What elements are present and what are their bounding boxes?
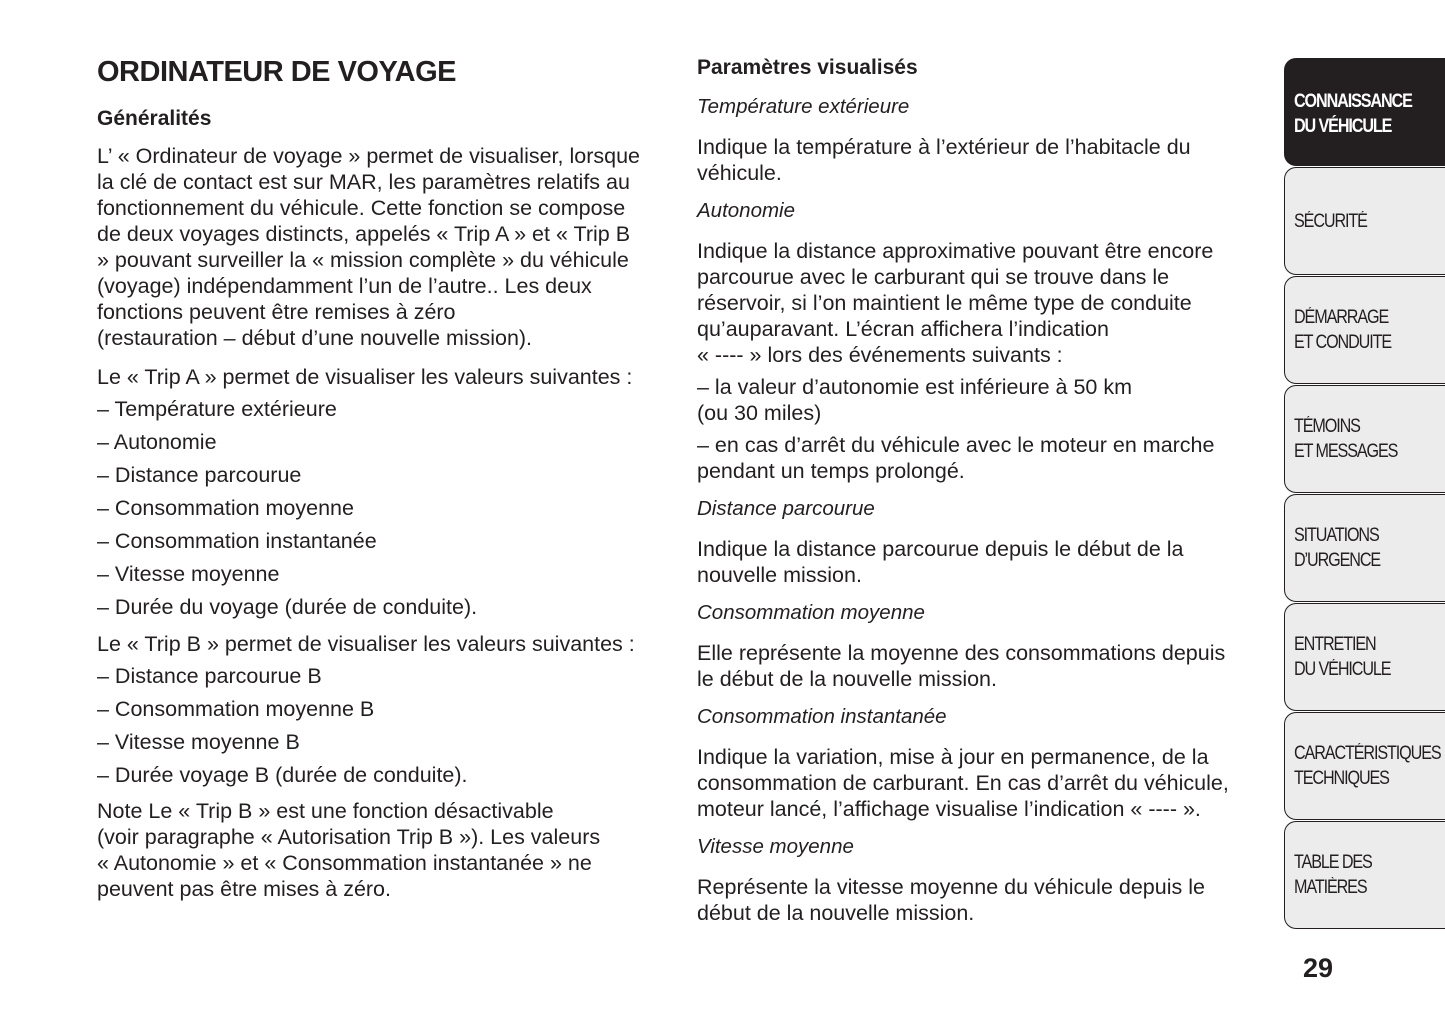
chapter-tab[interactable] xyxy=(1284,603,1445,711)
parameter-heading: Vitesse moyenne xyxy=(697,835,854,858)
parameter-description xyxy=(697,874,1267,926)
chapter-tab[interactable] xyxy=(1284,385,1445,493)
text-line: la clé de contact est sur MAR, les paramètres relatifs au xyxy=(97,170,630,194)
text-line: (ou 30 miles) xyxy=(697,401,822,425)
list-item: – Distance parcourue B xyxy=(97,664,322,688)
chapter-tab-label: ET CONDUITE xyxy=(1294,332,1392,353)
chapter-tab-label: ENTRETIEN xyxy=(1294,634,1376,655)
chapter-tab-label: TECHNIQUES xyxy=(1294,768,1389,789)
text-line: le début de la nouvelle mission. xyxy=(697,667,997,691)
text-line: Indique la distance parcourue depuis le début de la xyxy=(697,537,1184,561)
chapter-tab-label: CONNAISSANCE xyxy=(1294,91,1412,112)
chapter-tab-label: SITUATIONS xyxy=(1294,525,1379,546)
list-item: – Autonomie xyxy=(97,430,217,454)
list-item: – Vitesse moyenne xyxy=(97,562,280,586)
text-line: réservoir, si l’on maintient le même type de conduite xyxy=(697,291,1192,315)
parameter-description xyxy=(697,536,1267,588)
text-line: fonctions peuvent être remises à zéro xyxy=(97,300,456,324)
chapter-tab-label: CARACTÉRISTIQUES xyxy=(1294,743,1441,764)
chapter-tab-label: SÉCURITÉ xyxy=(1294,210,1367,232)
text-line: peuvent pas être mises à zéro. xyxy=(97,877,391,901)
text-line: – en cas d’arrêt du véhicule avec le moteur en marche xyxy=(697,433,1215,457)
parameter-heading: Autonomie xyxy=(697,199,796,222)
parameter-bullet xyxy=(697,432,1267,484)
trip-b-intro: Le « Trip B » permet de visualiser les valeurs suivantes : xyxy=(97,632,635,656)
chapter-tab[interactable] xyxy=(1284,276,1445,384)
chapter-tab-label: TÉMOINS xyxy=(1294,416,1360,437)
text-line: « ---- » lors des événements suivants : xyxy=(697,343,1063,367)
parameter-description xyxy=(697,640,1267,692)
chapter-tab[interactable] xyxy=(1284,821,1445,929)
chapter-tab-label: TABLE DES xyxy=(1294,852,1372,873)
list-item: – Durée voyage B (durée de conduite). xyxy=(97,763,468,787)
note-paragraph xyxy=(97,798,672,902)
text-line: » pouvant surveiller la « mission complète » du véhicule xyxy=(97,248,629,272)
list-item: – Consommation moyenne B xyxy=(97,697,375,721)
text-line: Elle représente la moyenne des consommations depuis xyxy=(697,641,1226,665)
parameter-heading: Température extérieure xyxy=(697,95,910,118)
text-line: début de la nouvelle mission. xyxy=(697,901,975,925)
page-number: 29 xyxy=(1303,953,1334,983)
chapter-tab-label: DÉMARRAGE xyxy=(1294,307,1389,328)
chapter-tab[interactable] xyxy=(1284,58,1445,166)
parameter-description xyxy=(697,134,1267,186)
chapter-tab[interactable] xyxy=(1284,712,1445,820)
chapter-tab-label: DU VÉHICULE xyxy=(1294,659,1391,680)
chapter-tab[interactable] xyxy=(1284,494,1445,602)
section-heading-generalites: Généralités xyxy=(97,107,212,130)
trip-a-intro: Le « Trip A » permet de visualiser les valeurs suivantes : xyxy=(97,365,633,389)
trip-a-list xyxy=(97,393,672,624)
text-line: fonctionnement du véhicule. Cette fonction se compose xyxy=(97,196,626,220)
parameter-sections xyxy=(697,94,1267,926)
text-line: « Autonomie » et « Consommation instantanée » ne xyxy=(97,851,592,875)
parameter-bullet xyxy=(697,374,1267,426)
text-line: Note Le « Trip B » est une fonction désactivable xyxy=(97,799,554,823)
text-line: – la valeur d’autonomie est inférieure à 50 km xyxy=(697,375,1133,399)
parameter-heading: Distance parcourue xyxy=(697,497,875,520)
list-item: – Distance parcourue xyxy=(97,463,302,487)
parameter-description xyxy=(697,744,1267,822)
text-line: consommation de carburant. En cas d’arrêt du véhicule, xyxy=(697,771,1229,795)
text-line: Indique la température à l’extérieur de l’habitacle du xyxy=(697,135,1191,159)
list-item: – Durée du voyage (durée de conduite). xyxy=(97,595,478,619)
chapter-tab-label: ET MESSAGES xyxy=(1294,441,1398,462)
text-line: nouvelle mission. xyxy=(697,563,862,587)
text-line: (restauration – début d’une nouvelle mission). xyxy=(97,326,533,350)
chapter-tab-label: MATIÈRES xyxy=(1294,877,1367,898)
text-line: qu’auparavant. L’écran affichera l’indication xyxy=(697,317,1109,341)
chapter-tab-label: D’URGENCE xyxy=(1294,550,1381,571)
trip-b-list xyxy=(97,660,672,792)
chapter-tabs xyxy=(1284,58,1445,930)
text-line: moteur lancé, l’affichage visualise l’indication « ---- ». xyxy=(697,797,1201,821)
parameter-heading: Consommation moyenne xyxy=(697,601,925,624)
text-line: parcourue avec le carburant qui se trouve dans le xyxy=(697,265,1170,289)
text-line: de deux voyages distincts, appelés « Trip A » et « Trip B xyxy=(97,222,631,246)
text-line: (voir paragraphe « Autorisation Trip B »). Les valeurs xyxy=(97,825,601,849)
right-column xyxy=(697,56,1267,938)
parameter-description xyxy=(697,238,1267,368)
text-line: L’ « Ordinateur de voyage » permet de visualiser, lorsque xyxy=(97,144,640,168)
left-column xyxy=(97,56,672,914)
chapter-tab-label: DU VÉHICULE xyxy=(1294,116,1392,137)
text-line: Indique la distance approximative pouvant être encore xyxy=(697,239,1214,263)
text-line: Représente la vitesse moyenne du véhicule depuis le xyxy=(697,875,1205,899)
page-title: ORDINATEUR DE VOYAGE xyxy=(97,56,456,88)
list-item: – Consommation moyenne xyxy=(97,496,354,520)
text-line: véhicule. xyxy=(697,161,782,185)
intro-paragraph xyxy=(97,143,672,351)
text-line: Indique la variation, mise à jour en permanence, de la xyxy=(697,745,1209,769)
chapter-tab[interactable] xyxy=(1284,167,1445,275)
list-item: – Vitesse moyenne B xyxy=(97,730,300,754)
parameter-heading: Consommation instantanée xyxy=(697,705,947,728)
text-line: pendant un temps prolongé. xyxy=(697,459,965,483)
parameters-heading: Paramètres visualisés xyxy=(697,56,918,79)
list-item: – Consommation instantanée xyxy=(97,529,377,553)
list-item: – Température extérieure xyxy=(97,397,337,421)
text-line: (voyage) indépendamment l’un de l’autre.. Les deux xyxy=(97,274,592,298)
